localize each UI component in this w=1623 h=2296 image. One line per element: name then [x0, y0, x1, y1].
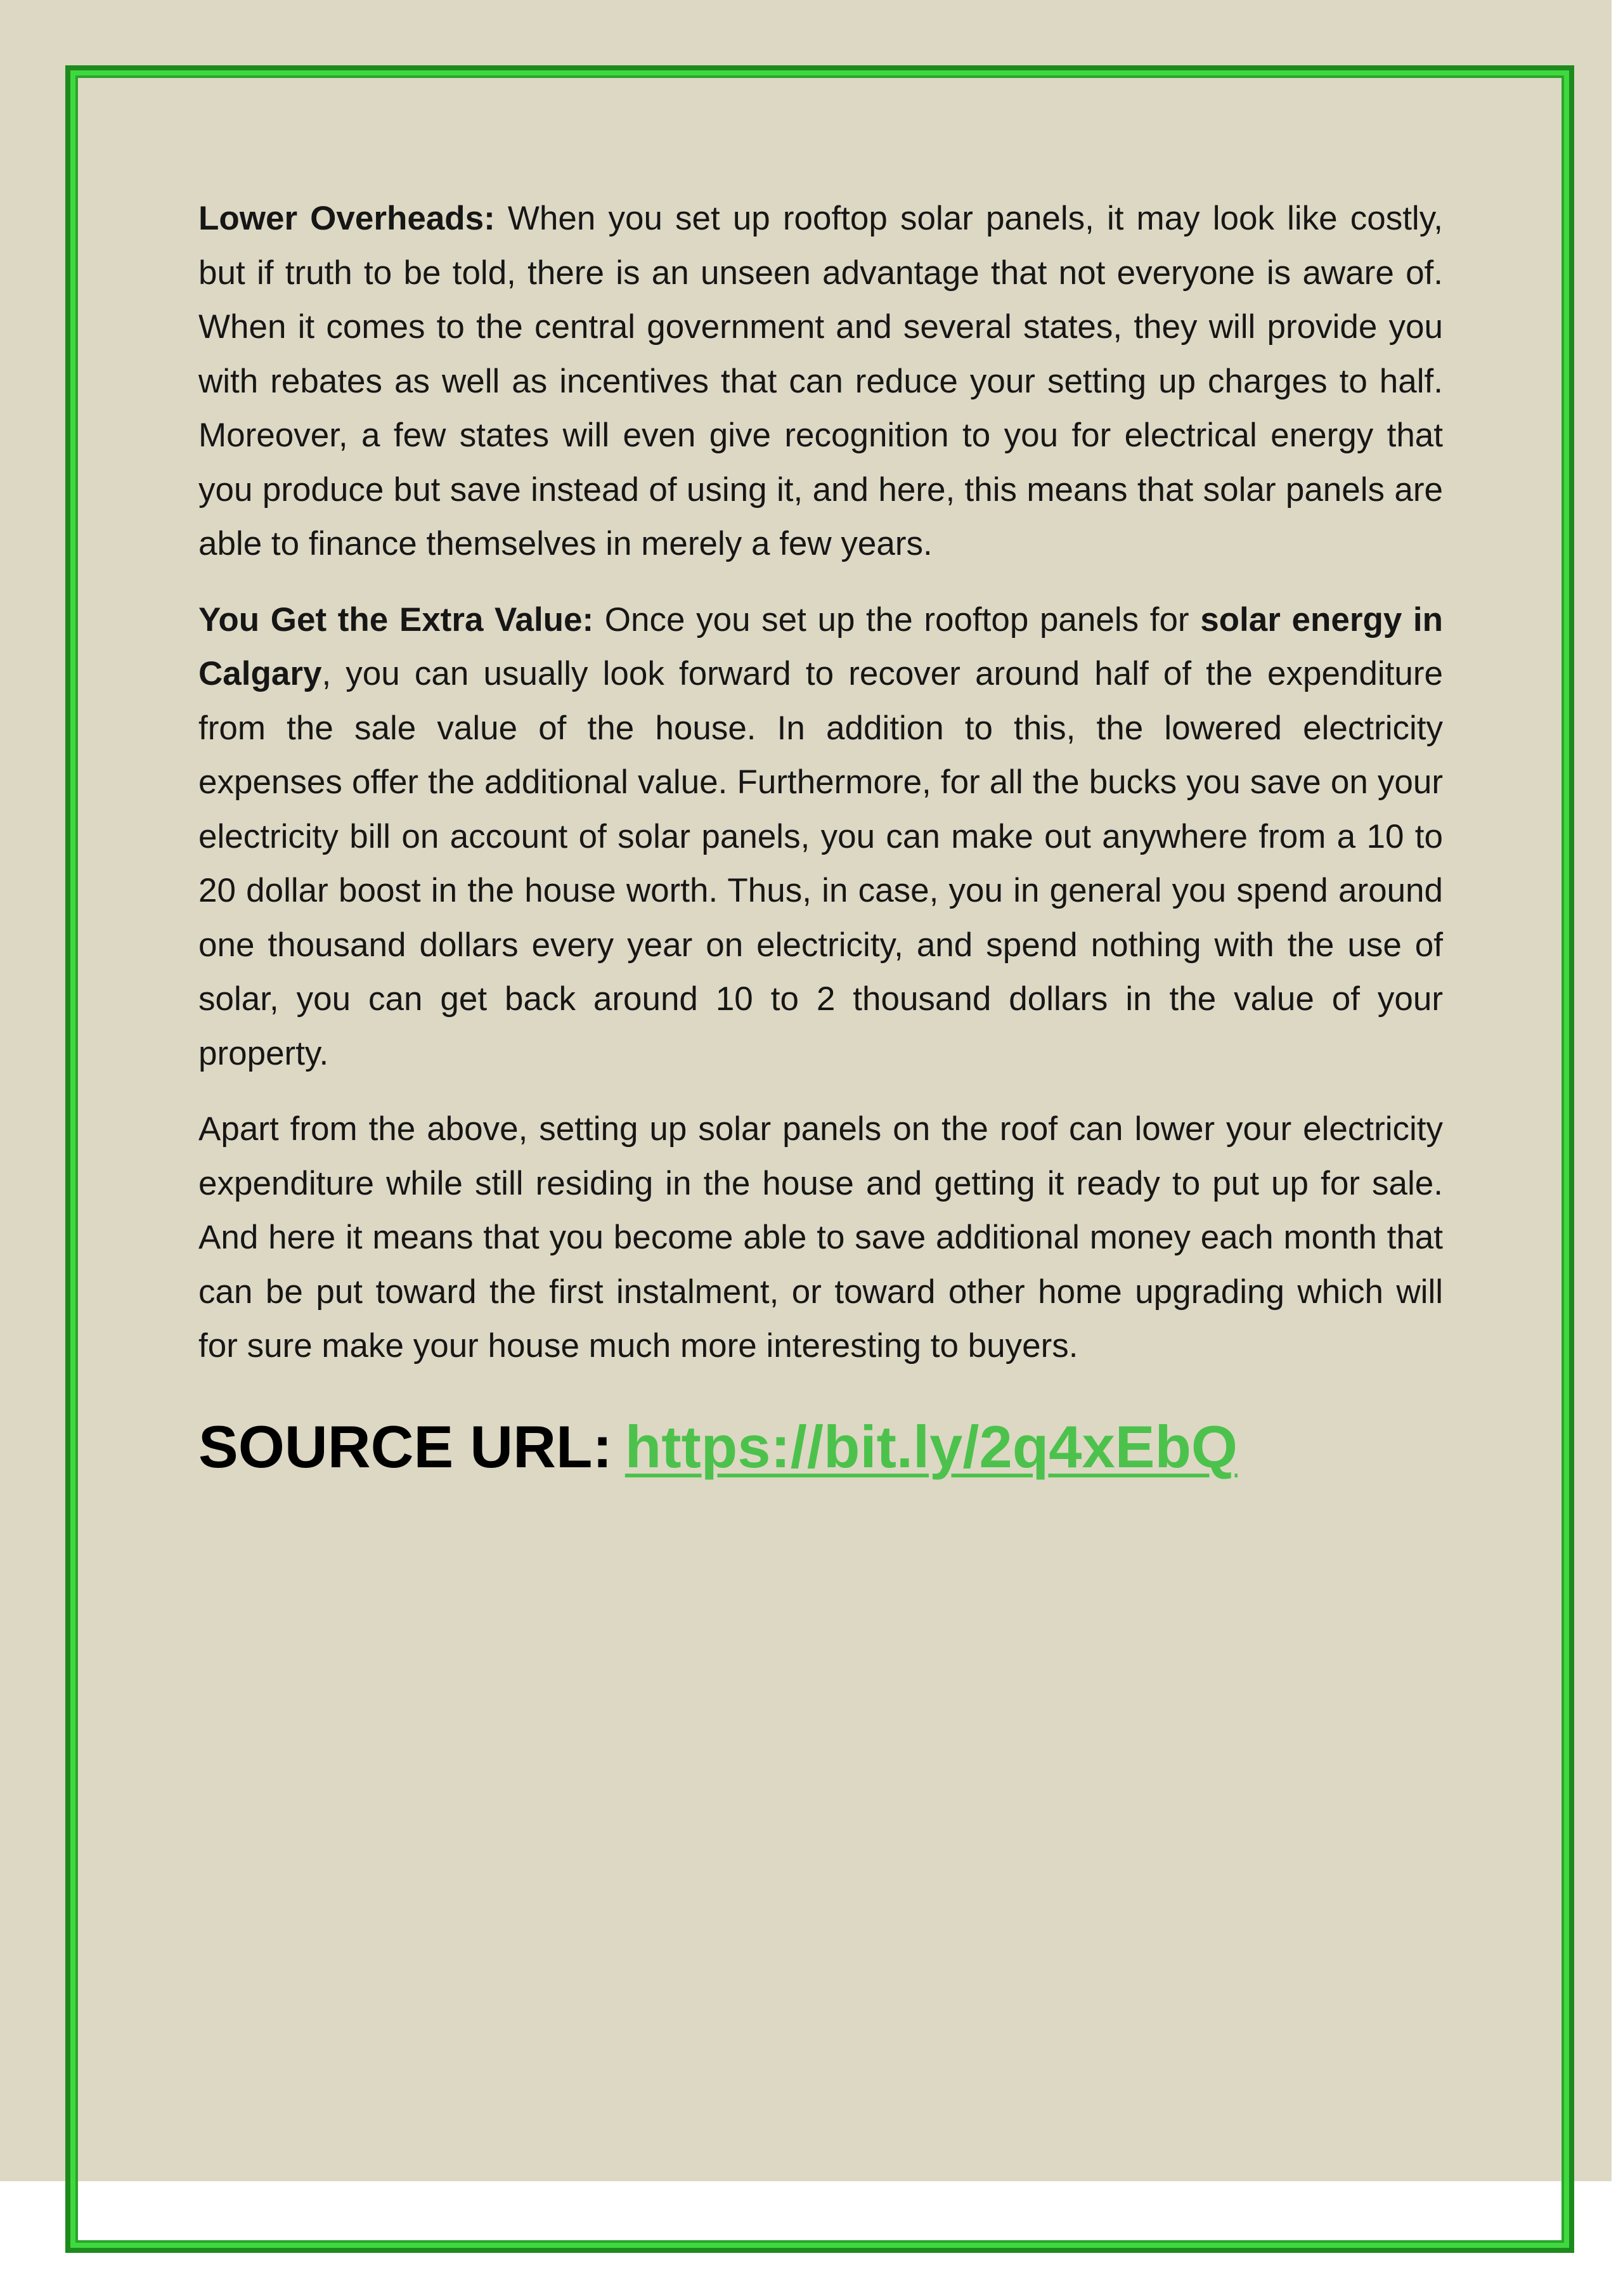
source-url-link[interactable]: https://bit.ly/2q4xEbQ: [624, 1413, 1238, 1480]
paragraph-extra-value: [198, 593, 1443, 1081]
keyword-solar-energy: solar energy in Calgary: [198, 600, 1444, 692]
paragraph-text: Apart from the above, setting up solar panels on the roof can lower your electricity expenditure while still residing in the house and getting it ready to put up for sale. And here it means that you become able to save additional money each month that can be put toward the first instalment, or toward other home upgrading which will for sure make your house much more interesting to buyers.: [198, 1110, 1443, 1365]
paragraph-text: , you can usually look forward to recover around half of the expenditure from the sale value of the house. In addition to this, the lowered electricity expenses offer the additional value. Furthermore, for all the bucks you save on your electricity bill on account of solar panels, you can make out anywhere from a 10 to 20 dollar boost in the house worth. Thus, in case, you in general you spend around one thousand dollars every year on electricity, and spend nothing with the use of solar, you can get back around 10 to 2 thousand dollars in the value of your property.: [198, 655, 1443, 1072]
paragraph-text: When you set up rooftop solar panels, it may look like costly, but if truth to be told, there is an unseen advantage that not everyone is aware of. When it comes to the central government and several states, they will provide you with rebates as well as incentives that can reduce your setting up charges to half. Moreover, a few states will even give recognition to you for electrical energy that you produce but save instead of using it, and here, this means that solar panels are able to finance themselves in merely a few years.: [198, 200, 1443, 562]
source-label: SOURCE URL:: [198, 1413, 612, 1480]
source-line: [198, 1409, 1443, 1485]
paragraph-heading: Lower Overheads:: [198, 200, 495, 237]
paragraph-heading: You Get the Extra Value:: [198, 600, 594, 639]
paragraph-lower-overheads: [198, 191, 1443, 571]
paragraph-apart-from-above: [198, 1102, 1443, 1373]
paragraph-text: Once you set up the rooftop panels for: [593, 600, 1201, 639]
document-body: [198, 191, 1443, 1485]
